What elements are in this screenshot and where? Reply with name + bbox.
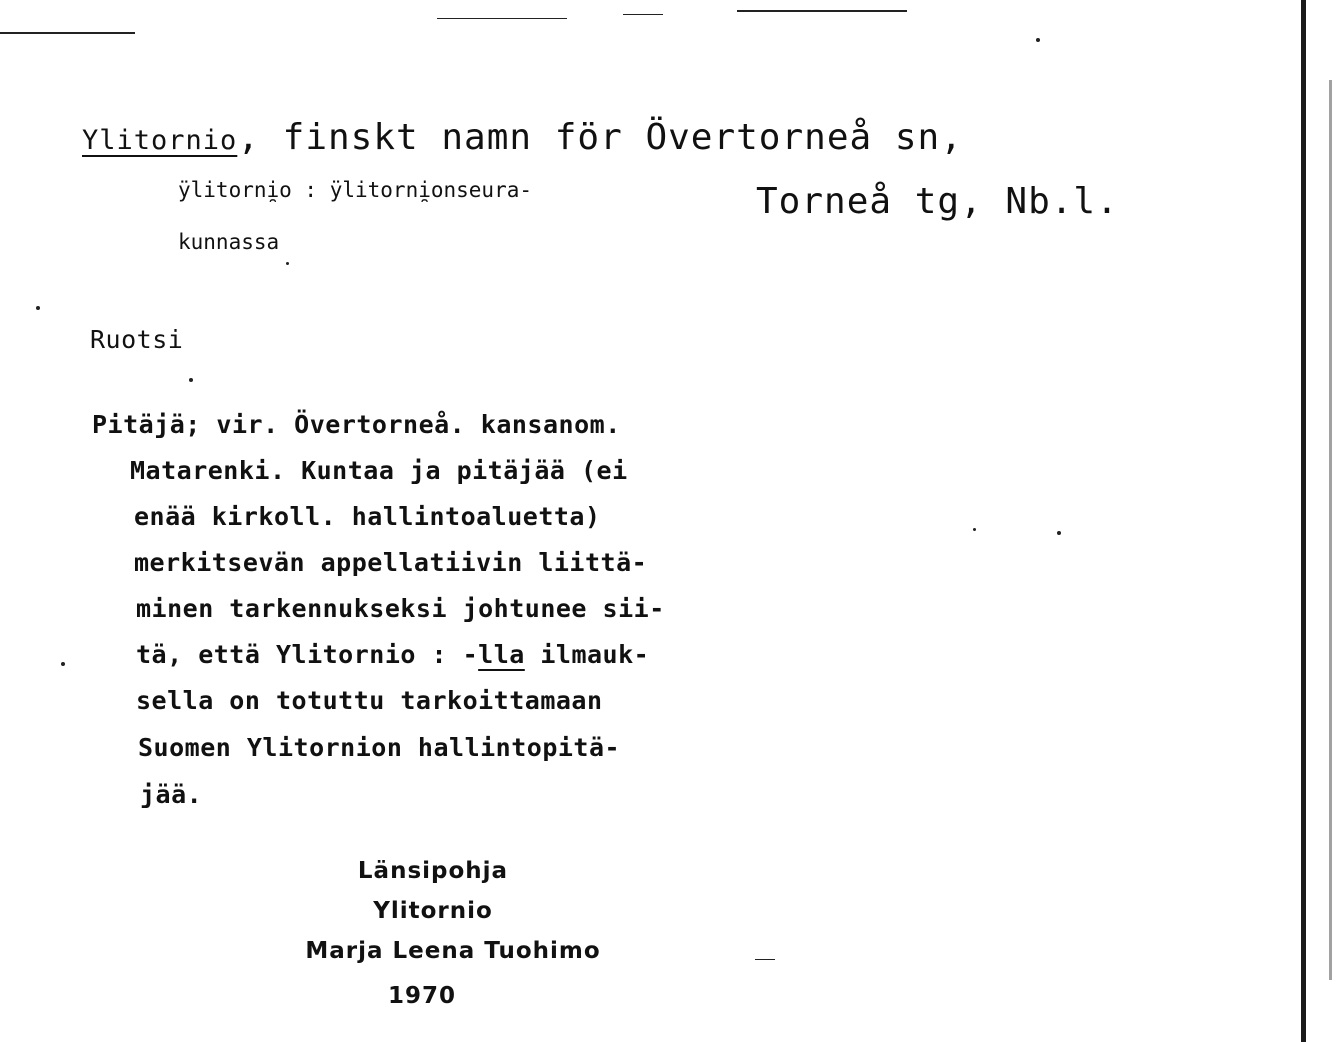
body-line: minen tarkennukseksi johtunee sii- bbox=[136, 594, 665, 623]
scan-speck bbox=[1036, 38, 1040, 42]
scan-speck bbox=[61, 662, 65, 666]
body-line-part: ilmauk- bbox=[524, 640, 650, 669]
body-line: enää kirkoll. hallintoaluetta) bbox=[134, 502, 601, 531]
pronunciation-line-2: kunnassa bbox=[178, 230, 280, 254]
suffix-underlined: lla bbox=[478, 640, 525, 669]
scan-speck bbox=[1057, 531, 1061, 535]
body-line bbox=[136, 642, 649, 667]
scan-speck bbox=[189, 378, 193, 382]
stamp-year: 1970 bbox=[387, 983, 456, 1009]
body-line: merkitsevän appellatiivin liittä- bbox=[134, 548, 648, 577]
scan-rule bbox=[623, 14, 663, 15]
body-line-part: tä, että Ylitornio : - bbox=[136, 640, 479, 669]
scan-rule bbox=[755, 959, 775, 960]
scan-edge bbox=[1301, 0, 1306, 1042]
stamp-collector: Marja Leena Tuohimo bbox=[305, 938, 601, 964]
pronunciation-line-1: ÿlitorni̯o : ÿlitorni̯onseura- bbox=[178, 178, 533, 202]
scan-rule bbox=[0, 32, 135, 34]
body-line: sella on totuttu tarkoittamaan bbox=[136, 686, 603, 715]
country: Ruotsi bbox=[90, 325, 184, 354]
title-line-2: Torneå tg, Nb.l. bbox=[756, 181, 1119, 222]
body-line: Suomen Ylitornion hallintopitä- bbox=[138, 733, 621, 762]
stamp-region: Länsipohja bbox=[357, 858, 509, 884]
body-line: jää. bbox=[140, 780, 203, 809]
title-rest: , finskt namn för Övertorneå sn, bbox=[237, 117, 963, 158]
scan-rule bbox=[437, 18, 567, 19]
stamp-parish: Ylitornio bbox=[373, 898, 493, 924]
card-title-row bbox=[82, 117, 963, 158]
scan-speck bbox=[286, 262, 289, 265]
scan-edge-faint bbox=[1329, 80, 1332, 980]
body-line: Pitäjä; vir. Övertorneå. kansanom. bbox=[92, 410, 621, 439]
headword: Ylitornio bbox=[82, 125, 238, 156]
scan-speck bbox=[973, 528, 976, 531]
scan-speck bbox=[36, 306, 40, 310]
scan-rule bbox=[737, 10, 907, 12]
body-line: Matarenki. Kuntaa ja pitäjää (ei bbox=[130, 456, 628, 485]
